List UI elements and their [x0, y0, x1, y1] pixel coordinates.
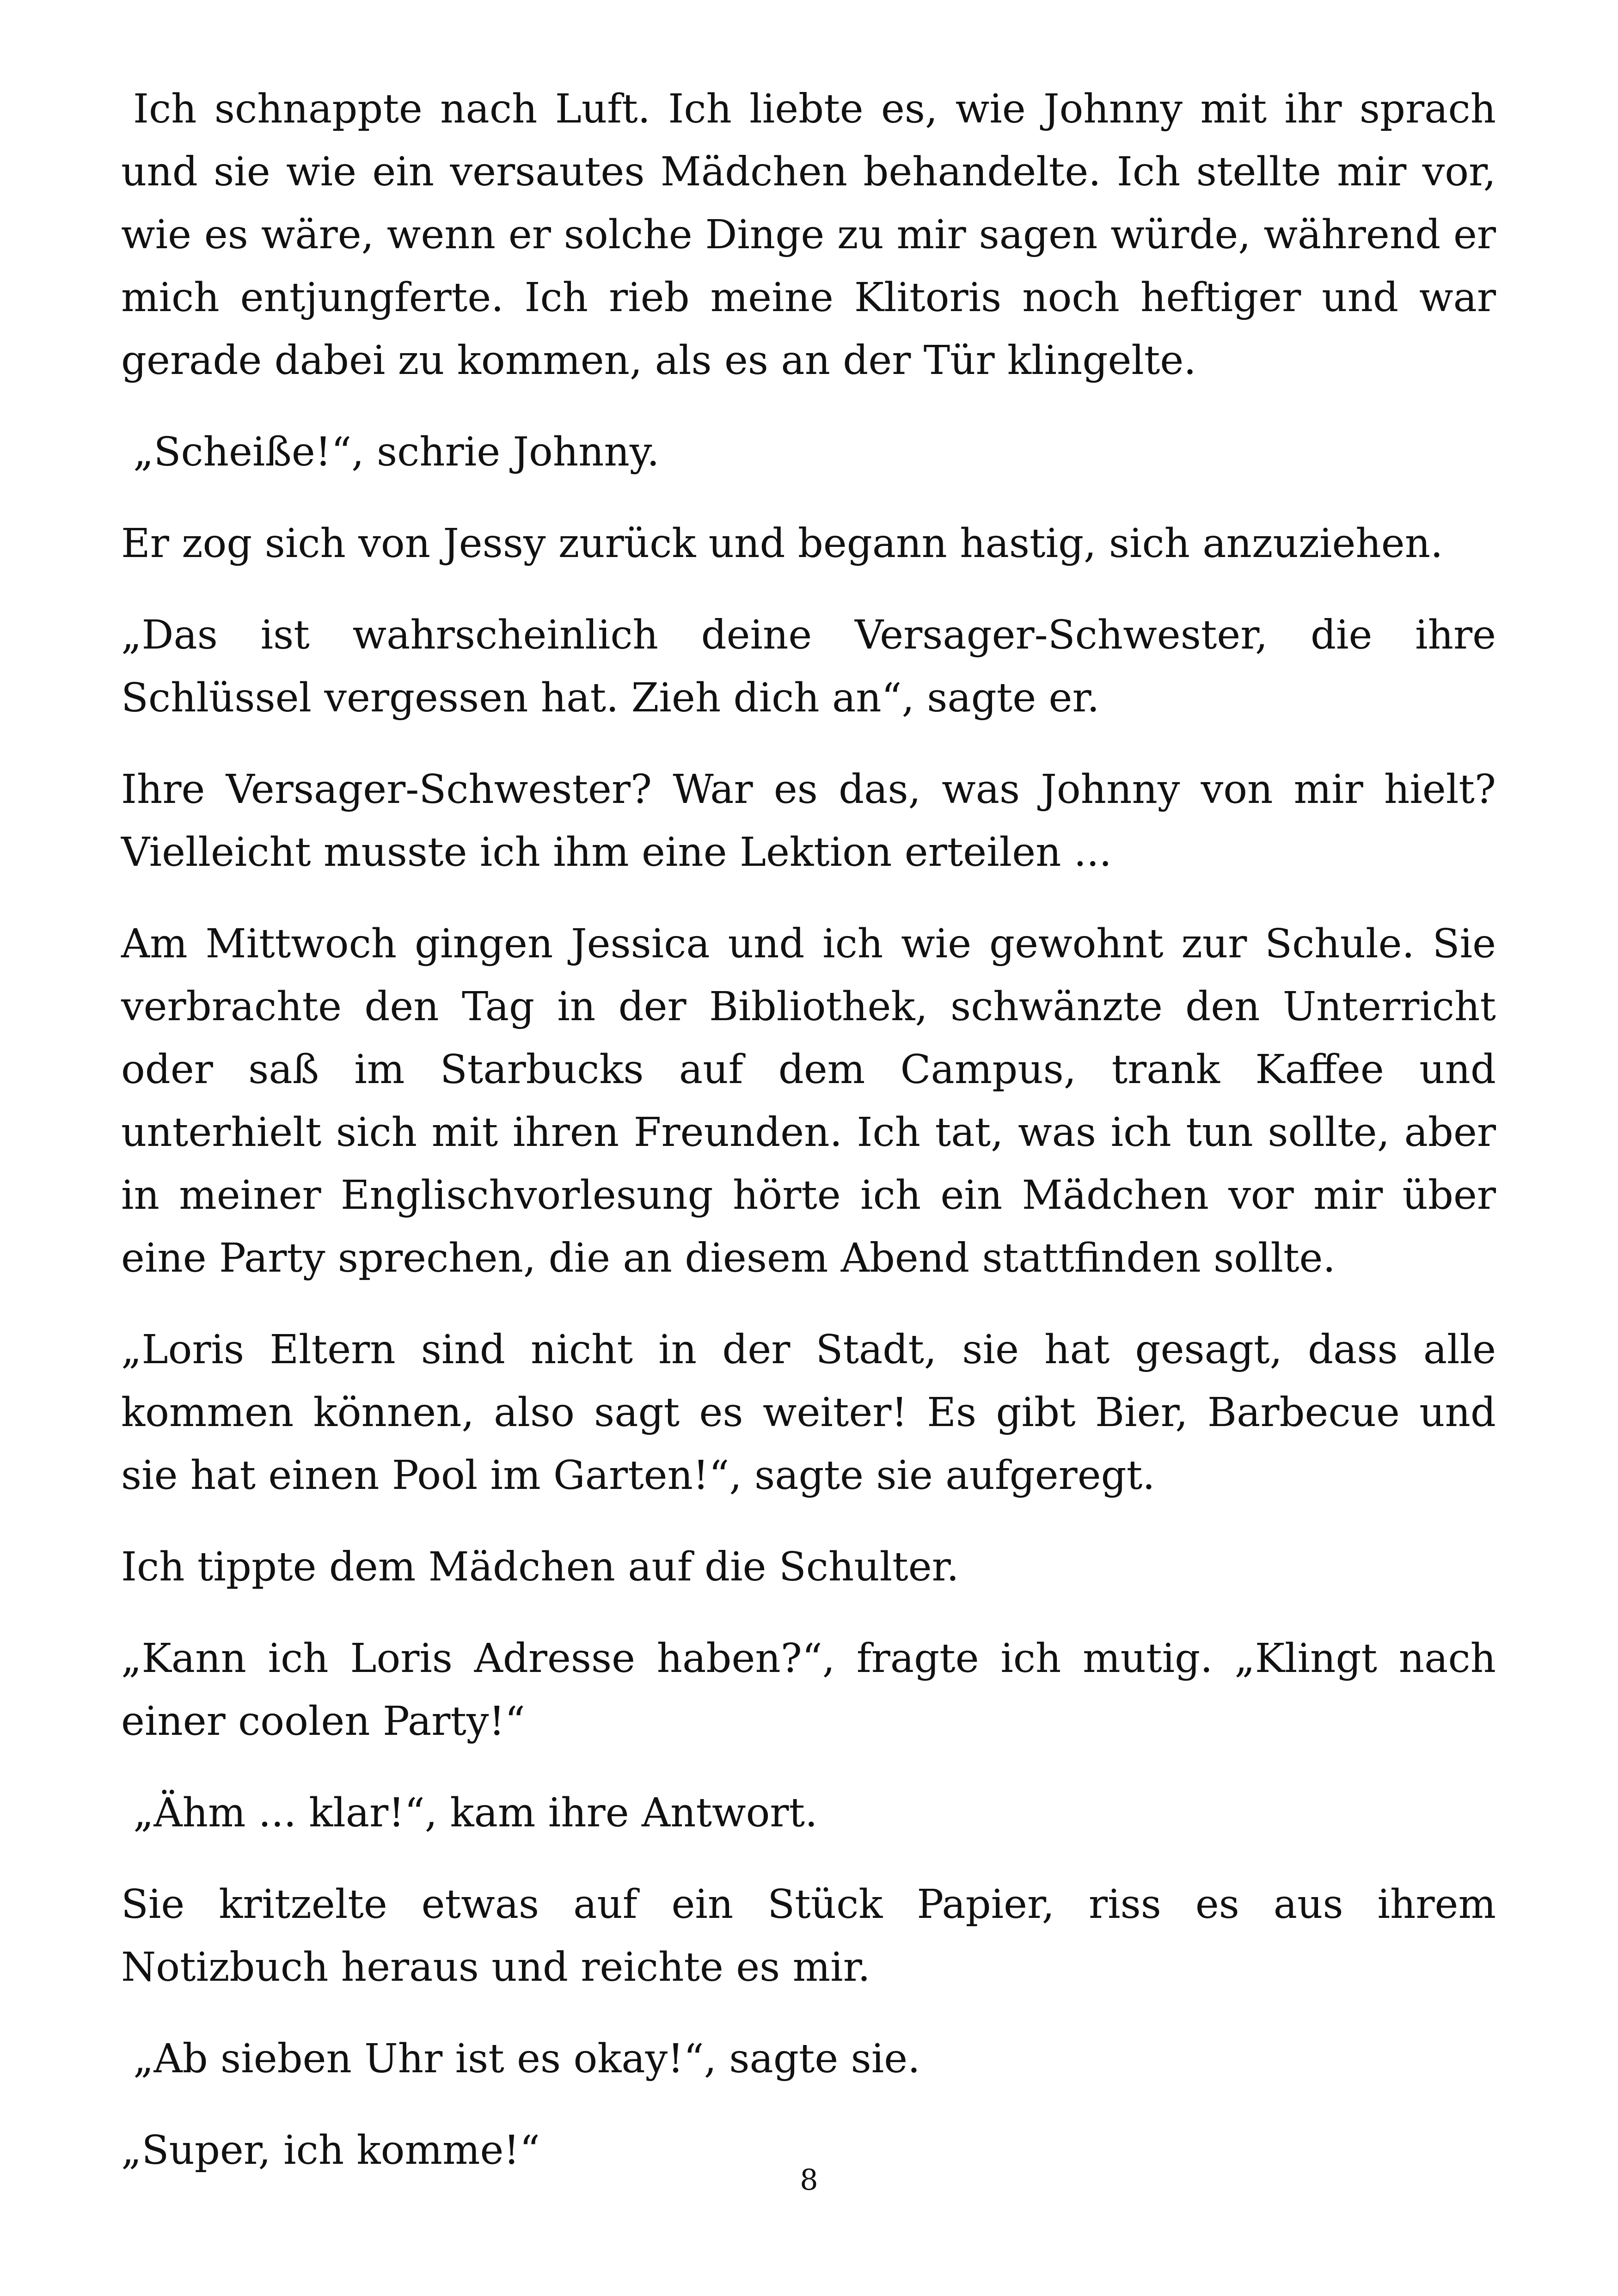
- book-page: [121, 78, 1496, 2210]
- paragraph-6: Am Mittwoch gingen Jessica und ich wie gewohnt zur Schule. Sie verbrachte den Tag in der Bibliothek, schwänzte den Unterricht oder saß im Starbucks auf dem Campus, trank Kaffee und unterhielt sich mit ihren Freunden. Ich tat, was ich tun sollte, aber in meiner Englischvorlesung hörte ich ein Mädchen vor mir über eine Party sprechen, die an diesem Abend stattfinden sollte.: [121, 921, 1496, 1281]
- paragraph-9: „Kann ich Loris Adresse haben?“, fragte ich mutig. „Klingt nach einer coolen Party!“: [121, 1635, 1496, 1745]
- paragraph-7: „Loris Eltern sind nicht in der Stadt, sie hat gesagt, dass alle kommen können, also sagt es weiter! Es gibt Bier, Barbecue und sie hat einen Pool im Garten!“, sagte sie aufgeregt.: [121, 1327, 1496, 1499]
- paragraph-3: Er zog sich von Jessy zurück und begann hastig, sich anzuziehen.: [121, 520, 1443, 567]
- paragraph-4: „Das ist wahrscheinlich deine Versager-Schwester, die ihre Schlüssel vergessen hat. Zieh dich an“, sagte er.: [121, 612, 1496, 721]
- paragraph-12: „Ab sieben Uhr ist es okay!“, sagte sie.: [133, 2036, 920, 2082]
- paragraph-1: Ich schnappte nach Luft. Ich liebte es, wie Johnny mit ihr sprach und sie wie ein versautes Mädchen behandelte. Ich stellte mir vor, wie es wäre, wenn er solche Dinge zu mir sagen würde, während er mich entjungferte. Ich rieb meine Klitoris noch heftiger und war gerade dabei zu kommen, als es an der Tür klingelte.: [121, 86, 1496, 384]
- paragraph-10: „Ähm ... klar!“, kam ihre Antwort.: [133, 1790, 818, 1836]
- paragraph-5: Ihre Versager-Schwester? War es das, was Johnny von mir hielt? Vielleicht musste ich ihm eine Lektion erteilen ...: [121, 766, 1496, 876]
- page-number: 8: [800, 2163, 818, 2197]
- paragraph-13: „Super, ich komme!“: [121, 2127, 540, 2174]
- paragraph-8: Ich tippte dem Mädchen auf die Schulter.: [121, 1544, 959, 1590]
- paragraph-2: „Scheiße!“, schrie Johnny.: [133, 429, 660, 475]
- paragraph-11: Sie kritzelte etwas auf ein Stück Papier, riss es aus ihrem Notizbuch heraus und reichte es mir.: [121, 1881, 1496, 1990]
